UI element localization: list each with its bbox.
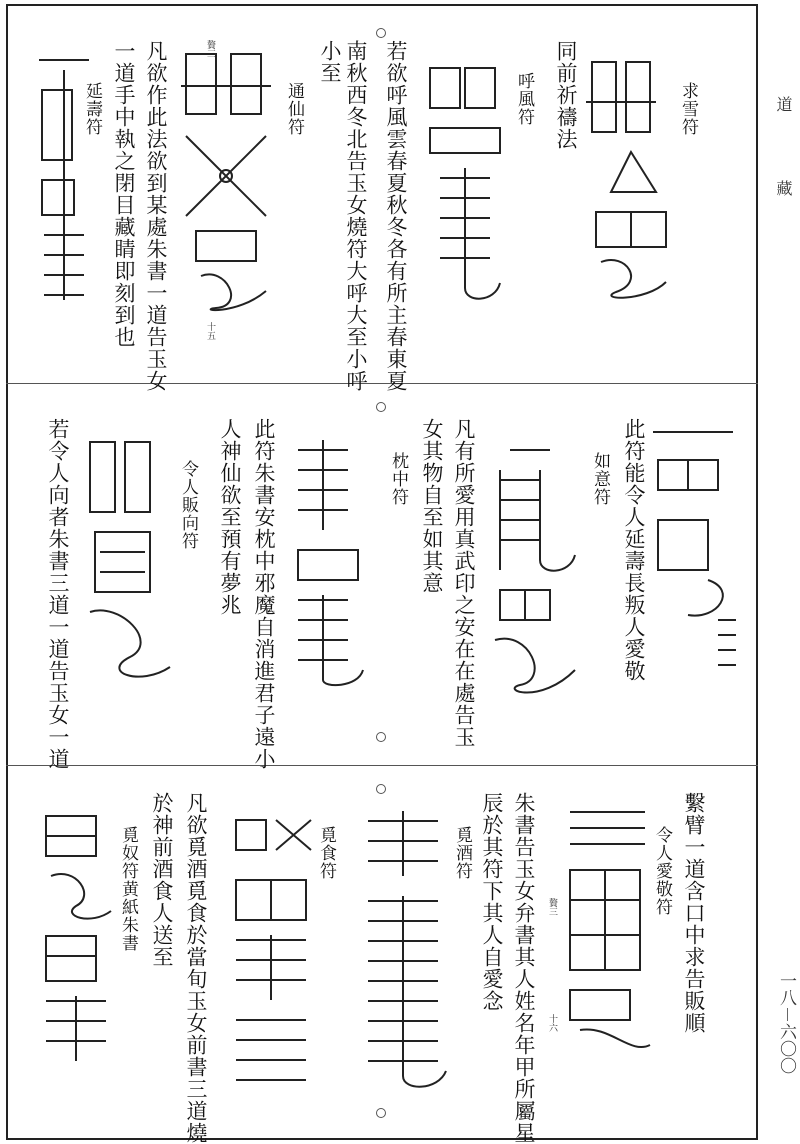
talisman-title: 令人愛敬符: [652, 826, 672, 916]
text-column: 若欲呼風雲春夏秋冬各有所主春東夏: [384, 40, 408, 392]
carver-mark: 贅三: [547, 898, 557, 916]
binding-hole: [376, 1108, 386, 1118]
carver-mark: 贅三: [205, 40, 215, 58]
wind-talisman-graphic: [420, 58, 510, 308]
pillow-talisman-graphic-left: [288, 430, 368, 690]
text-column: 一道手中執之閉目藏睛即刻到也: [112, 40, 136, 348]
ruyi-talisman-graphic: [648, 420, 738, 690]
immortal-talisman-graphic: [176, 46, 276, 316]
text-column: 凡欲覓酒覓食於當旬玉女前書三道燒: [184, 792, 208, 1144]
panel-divider: [6, 383, 758, 384]
text-column: 辰於其符下其人自愛念: [480, 792, 504, 1012]
text-column: 此符能令人延壽長叛人愛敬: [622, 418, 646, 682]
talisman-title: 令人販向符: [178, 460, 198, 550]
approach-talisman-graphic: [80, 432, 170, 692]
text-column: 繫臂一道含口中求告販順: [682, 792, 706, 1034]
talisman-title: 通仙符: [284, 82, 304, 136]
binding-hole: [376, 28, 386, 38]
folio-mark: 十五: [205, 322, 215, 340]
binding-hole: [376, 784, 386, 794]
servant-talisman-graphic: [36, 806, 116, 1066]
talisman-title: 求雪符: [678, 82, 698, 136]
text-column: 凡有所愛用真武印之安在在處告玉: [452, 418, 476, 748]
binding-hole: [376, 402, 386, 412]
text-column: 凡欲作此法欲到某處朱書一道告玉女: [144, 40, 168, 392]
section-heading: 同前祈禱法: [554, 40, 578, 150]
text-column: 朱書告玉女弁書其人姓名年甲所屬星: [512, 792, 536, 1144]
talisman-title: 呼風符: [514, 72, 534, 126]
folio-mark: 十六: [547, 1014, 557, 1032]
binding-hole: [376, 732, 386, 742]
snow-talisman-graphic: [586, 52, 676, 302]
talisman-title: 延壽符: [82, 82, 102, 136]
text-column: 女其物自至如其意: [420, 418, 444, 594]
page-number: 一八－六〇〇: [776, 972, 796, 1074]
food-talisman-graphic: [226, 810, 316, 1100]
talisman-title: 覓奴符黄紙朱書: [118, 826, 138, 952]
talisman-title: 如意符: [590, 452, 610, 506]
talisman-title: 枕中符: [388, 452, 408, 506]
panel-divider: [6, 765, 758, 766]
talisman-title: 覓酒符: [452, 826, 472, 880]
pillow-talisman-graphic-right: [480, 440, 580, 710]
longevity-talisman-graphic: [34, 50, 94, 310]
text-column: 此符朱書安枕中邪魔自消進君子遠小: [252, 418, 276, 770]
text-column: 若令人向者朱書三道一道告玉女一道: [46, 418, 70, 770]
margin-title-bottom: 藏: [774, 180, 793, 196]
text-column: 人神仙欲至預有夢兆: [218, 418, 242, 616]
text-column: 於神前酒食人送至: [150, 792, 174, 968]
wine-talisman-graphic: [358, 806, 448, 1096]
margin-title-top: 道: [774, 96, 793, 112]
talisman-title: 覓食符: [316, 826, 336, 880]
text-column: 小至: [318, 40, 342, 84]
text-column: 南秋西冬北告玉女燒符大呼大至小呼: [344, 40, 368, 392]
love-talisman-graphic: [560, 800, 660, 1060]
